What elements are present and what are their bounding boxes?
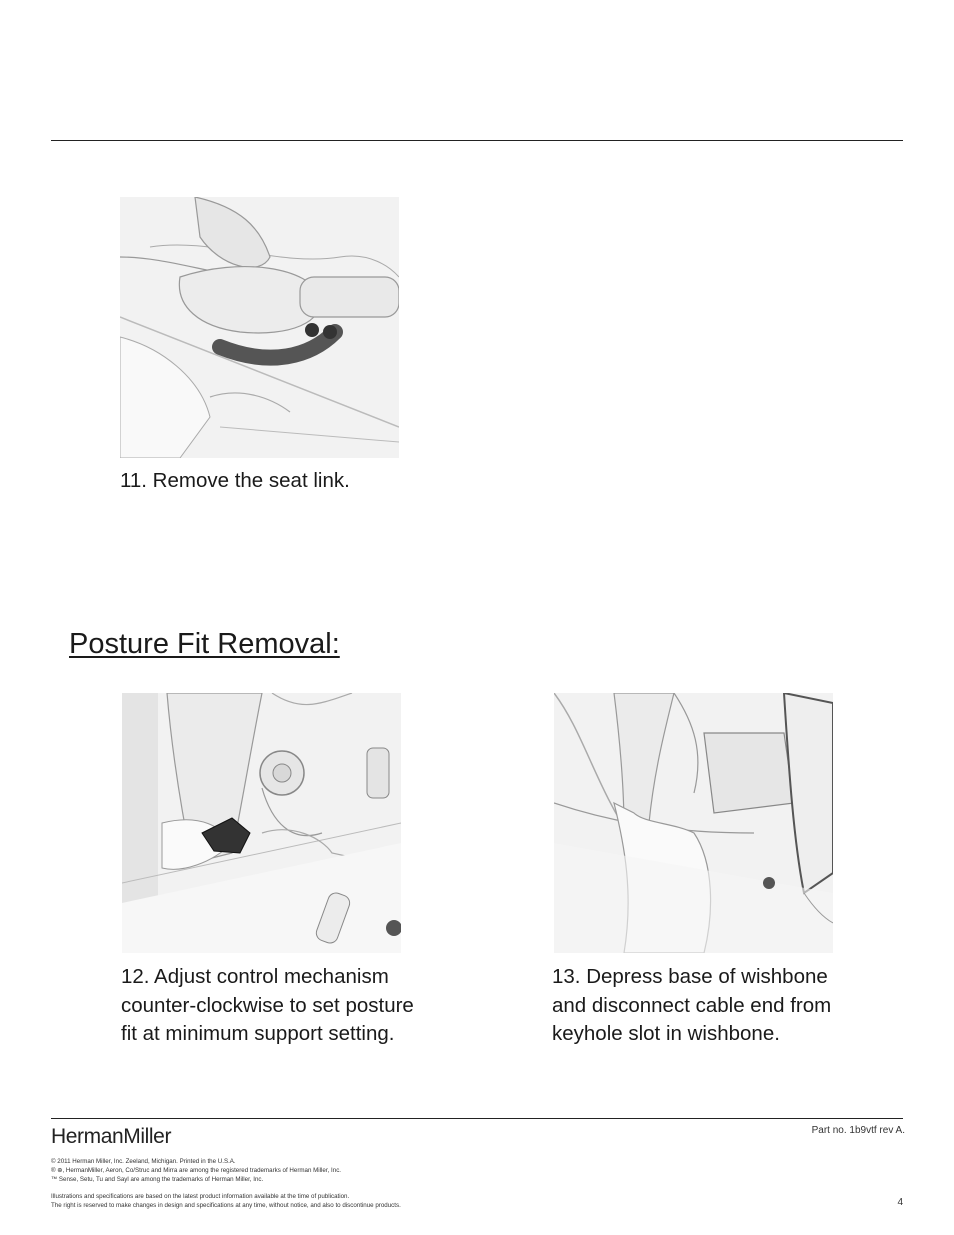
section-heading: Posture Fit Removal: bbox=[69, 628, 340, 660]
hermanmiller-logo: HermanMiller bbox=[51, 1125, 172, 1148]
footer-rule bbox=[51, 1118, 903, 1119]
step-11-caption: 11. Remove the seat link. bbox=[120, 469, 350, 492]
part-number: Part no. 1b9vtf rev A. bbox=[811, 1125, 905, 1136]
copyright-text: © 2011 Herman Miller, Inc. Zeeland, Michigan. Printed in the U.S.A. bbox=[51, 1158, 236, 1165]
registered-trademarks-text: ® ⊕, HermanMiller, Aeron, Co/Struc and Mirra are among the registered trademarks of Herman Miller, Inc. bbox=[51, 1167, 342, 1174]
seat-link-illustration bbox=[120, 197, 399, 458]
top-rule bbox=[51, 140, 903, 141]
disclaimer-line-2: The right is reserved to make changes in design and specifications at any time, without notice, and also to discontinue products. bbox=[51, 1202, 401, 1209]
wishbone-illustration bbox=[554, 693, 833, 953]
step-13-caption: 13. Depress base of wishbone and disconnect cable end from keyhole slot in wishbone. bbox=[552, 965, 832, 1045]
page-number: 4 bbox=[897, 1197, 903, 1208]
step-12-caption: 12. Adjust control mechanism counter-clockwise to set posture fit at minimum support setting. bbox=[121, 965, 414, 1045]
control-mechanism-illustration bbox=[122, 693, 401, 953]
trademarks-text: ™ Sense, Setu, Tu and Sayl are among the trademarks of Herman Miller, Inc. bbox=[51, 1176, 264, 1183]
disclaimer-line-1: Illustrations and specifications are based on the latest product information available at the time of publication. bbox=[51, 1193, 350, 1200]
